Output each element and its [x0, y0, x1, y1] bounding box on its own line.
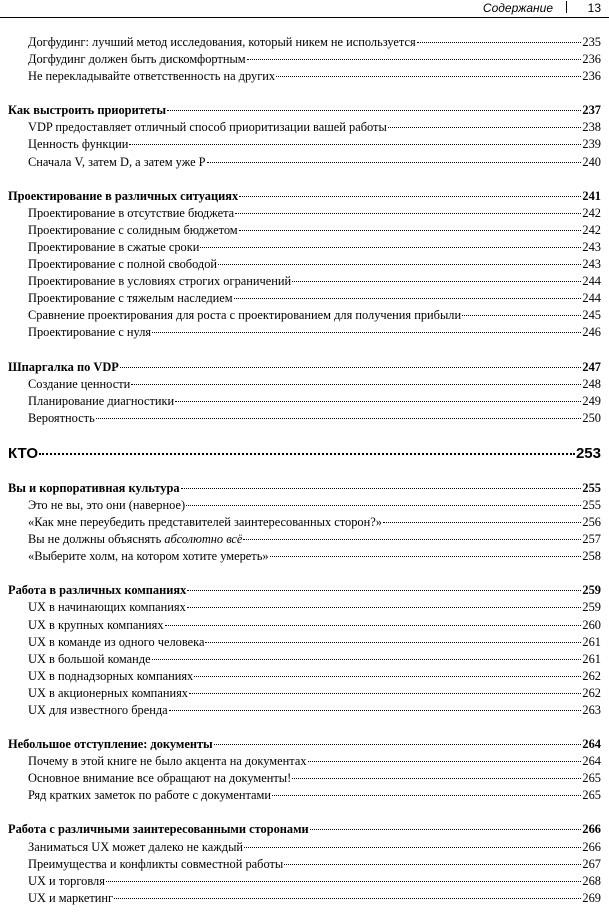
- toc-entry-text: UX в крупных компаниях: [28, 617, 164, 632]
- toc-chapter-heading[interactable]: [8, 102, 601, 119]
- toc-entry-page: 238: [582, 120, 601, 135]
- toc-entry-text: Сравнение проектирования для роста с проектированием для получения прибыли: [28, 308, 462, 323]
- toc-entry-text: Это не вы, это они (наверное): [28, 497, 186, 512]
- dot-leader: [247, 59, 582, 60]
- dot-leader: [462, 315, 581, 316]
- toc-entry-title: [28, 651, 151, 668]
- dot-leader: [207, 162, 582, 163]
- toc-chapter-heading-title: [8, 736, 213, 753]
- toc-entry[interactable]: [8, 239, 601, 256]
- dot-leader: [234, 298, 582, 299]
- toc-chapter-heading-title: [8, 582, 186, 599]
- dot-leader: [244, 847, 581, 848]
- dot-leader: [284, 864, 581, 865]
- dot-leader: [214, 744, 582, 745]
- dot-leader: [388, 127, 582, 128]
- toc-chapter-heading-text: Небольшое отступление: документы: [8, 737, 213, 752]
- toc-entry-text: Основное внимание все обращают на документы!: [28, 771, 292, 786]
- toc-entry-text: UX и маркетинг: [28, 890, 114, 905]
- toc-entry-text: UX в поднадзорных компаниях: [28, 668, 194, 683]
- toc-entry-page: 250: [582, 410, 601, 425]
- toc-chapter-heading-title: [8, 359, 119, 376]
- toc-entry[interactable]: [8, 617, 601, 634]
- toc-section: [8, 582, 601, 719]
- toc-entry-page: 249: [582, 393, 601, 408]
- toc-entry-page: 242: [582, 205, 601, 220]
- toc-entry-page: 267: [582, 856, 601, 871]
- dot-leader: [165, 625, 582, 626]
- toc-entry-text: Проектирование с нуля: [28, 325, 152, 340]
- toc-entry-page: 244: [582, 274, 601, 289]
- toc-section: [8, 444, 601, 463]
- toc-entry-text: Проектирование в условиях строгих ограничений: [28, 274, 292, 289]
- toc-entry[interactable]: [8, 668, 601, 685]
- toc-entry[interactable]: [8, 856, 601, 873]
- toc-entry-text: Проектирование с полной свободой: [28, 257, 218, 272]
- toc-entry-text: UX в команде из одного человека: [28, 634, 205, 649]
- dot-leader: [235, 213, 581, 214]
- dot-leader: [272, 795, 581, 796]
- toc-entry[interactable]: [8, 702, 601, 719]
- toc-entry[interactable]: [8, 531, 601, 548]
- toc-chapter-heading[interactable]: [8, 821, 601, 838]
- toc-entry-title: [28, 256, 217, 273]
- dot-leader: [187, 590, 581, 591]
- toc-entry-title: [28, 34, 416, 51]
- toc-entry-text: UX и торговля: [28, 873, 105, 888]
- toc-entry-text: Сначала V, затем D, а затем уже P: [28, 154, 206, 169]
- toc-entry[interactable]: [8, 154, 601, 171]
- toc-entry-page: 268: [582, 873, 601, 888]
- toc-entry-text: Вероятность: [28, 410, 95, 425]
- toc-entry-page: 262: [582, 685, 601, 700]
- dot-leader: [310, 829, 582, 830]
- toc-section: [8, 188, 601, 342]
- toc-entry[interactable]: [8, 634, 601, 651]
- toc-part-heading-text: КТО: [8, 444, 38, 462]
- dot-leader: [243, 539, 581, 540]
- header-separator: [566, 1, 567, 13]
- toc-entry[interactable]: [8, 376, 601, 393]
- toc-chapter-heading-page: 255: [582, 480, 601, 495]
- toc-entry-title: [28, 136, 128, 153]
- toc-entry-title: [28, 154, 206, 171]
- toc-chapter-heading-title: [8, 821, 309, 838]
- dot-leader: [292, 281, 581, 282]
- dot-leader: [39, 453, 575, 455]
- toc-entry-title: [28, 68, 275, 85]
- toc-entry-title: [28, 393, 174, 410]
- toc-entry[interactable]: [8, 770, 601, 787]
- toc-entry[interactable]: [8, 514, 601, 531]
- dot-leader: [292, 778, 581, 779]
- toc-entry-page: 261: [582, 651, 601, 666]
- dot-leader: [106, 881, 582, 882]
- dot-leader: [187, 607, 582, 608]
- toc-entry[interactable]: [8, 685, 601, 702]
- toc-entry[interactable]: [8, 119, 601, 136]
- toc-entry-page: 240: [582, 154, 601, 169]
- toc-entry[interactable]: [8, 290, 601, 307]
- toc-entry[interactable]: [8, 410, 601, 427]
- toc-entry-text: UX в начинающих компаниях: [28, 600, 186, 615]
- toc-section: [8, 821, 601, 906]
- toc-entry-text: Создание ценности: [28, 376, 131, 391]
- toc-entry-title: [28, 787, 271, 804]
- toc-entry-title: [28, 770, 291, 787]
- toc-entry-page: 262: [582, 668, 601, 683]
- toc-entry-title: [28, 685, 188, 702]
- toc-entry-title: [28, 51, 246, 68]
- toc-entry-page: 236: [582, 69, 601, 84]
- toc-section: [8, 34, 601, 85]
- toc-chapter-heading-title: [8, 188, 238, 205]
- toc-entry-page: 257: [582, 532, 601, 547]
- toc-entry-text: «Как мне переубедить представителей заинтересованных сторон?»: [28, 515, 382, 530]
- toc-entry-title: [28, 290, 233, 307]
- toc-entry[interactable]: [8, 599, 601, 616]
- toc-entry-title: [28, 514, 382, 531]
- toc-chapter-heading-text: Вы и корпоративная культура: [8, 480, 180, 495]
- toc-entry-title: [28, 856, 283, 873]
- toc-entry[interactable]: [8, 205, 601, 222]
- toc-entry-text: VDP предоставляет отличный способ приоритизации вашей работы: [28, 120, 387, 135]
- dot-leader: [383, 522, 581, 523]
- toc-entry-text: Проектирование с солидным бюджетом: [28, 222, 238, 237]
- toc-entry-title: [28, 239, 199, 256]
- dot-leader: [169, 710, 582, 711]
- toc-entry-page: 261: [582, 634, 601, 649]
- dot-leader: [308, 761, 582, 762]
- toc-entry-title: [28, 222, 238, 239]
- running-header-title: Содержание: [482, 1, 553, 15]
- dot-leader: [186, 505, 581, 506]
- toc-entry[interactable]: [8, 873, 601, 890]
- dot-leader: [131, 384, 581, 385]
- toc-chapter-heading-page: 264: [582, 737, 601, 752]
- dot-leader: [200, 247, 581, 248]
- dot-leader: [181, 488, 582, 489]
- toc-entry-page: 243: [582, 239, 601, 254]
- toc-section: [8, 359, 601, 427]
- toc-entry-text: Вы не должны объяснять: [28, 532, 165, 547]
- dot-leader: [239, 230, 582, 231]
- toc-entry-page: 265: [582, 788, 601, 803]
- header-rule: [0, 17, 609, 18]
- toc-entry-page: 256: [582, 515, 601, 530]
- dot-leader: [239, 196, 581, 197]
- toc-entry-page: 244: [582, 291, 601, 306]
- toc-entry-title: [28, 839, 243, 856]
- toc-entry-page: 264: [582, 754, 601, 769]
- toc-entry-page: 236: [582, 52, 601, 67]
- toc-part-heading[interactable]: [8, 444, 601, 463]
- toc-entry-text: Проектирование в отсутствие бюджета: [28, 205, 235, 220]
- toc-entry-title: [28, 617, 164, 634]
- toc-entry-emphasis: абсолютно всё: [164, 532, 243, 547]
- toc-entry[interactable]: [8, 497, 601, 514]
- toc-entry-text: Догфудинг: лучший метод исследования, который никем не используется: [28, 35, 416, 49]
- dot-leader: [167, 110, 581, 111]
- toc-entry-text: UX для известного бренда: [28, 703, 168, 717]
- toc-entry-page: 265: [582, 771, 601, 786]
- toc-entry[interactable]: [8, 548, 601, 565]
- toc-entry-text: Ряд кратких заметок по работе с документами: [28, 788, 272, 803]
- toc-entry-text: Почему в этой книге не было акцента на документах: [28, 754, 307, 769]
- toc-chapter-heading-text: Шпаргалка по VDP: [8, 359, 119, 374]
- dot-leader: [120, 367, 582, 368]
- dot-leader: [114, 898, 581, 899]
- table-of-contents: [8, 34, 601, 924]
- toc-entry-page: 243: [582, 257, 601, 272]
- toc-section: [8, 102, 601, 170]
- toc-part-heading-title: [8, 444, 38, 463]
- toc-entry-text: Не перекладывайте ответственность на других: [28, 69, 276, 84]
- toc-entry-text: «Выберите холм, на котором хотите умереть»: [28, 549, 269, 564]
- toc-entry-page: 269: [582, 890, 601, 905]
- running-header: [0, 0, 609, 17]
- toc-chapter-heading-title: [8, 102, 166, 119]
- toc-entry-title: [28, 890, 113, 907]
- toc-chapter-heading[interactable]: [8, 359, 601, 376]
- toc-entry-page: 266: [582, 839, 601, 854]
- toc-entry[interactable]: [8, 324, 601, 341]
- toc-chapter-heading-page: 266: [582, 822, 601, 837]
- toc-entry[interactable]: [8, 256, 601, 273]
- toc-chapter-heading[interactable]: [8, 188, 601, 205]
- toc-entry-title: [28, 634, 204, 651]
- page-number: 13: [587, 1, 601, 15]
- dot-leader: [417, 42, 582, 43]
- toc-entry[interactable]: [8, 753, 601, 770]
- dot-leader: [270, 556, 582, 557]
- toc-chapter-heading-page: 247: [582, 359, 601, 374]
- toc-chapter-heading-page: 237: [582, 103, 601, 118]
- toc-entry-title: [28, 205, 234, 222]
- toc-entry-text: Проектирование с тяжелым наследием: [28, 291, 233, 306]
- toc-entry-text: Преимущества и конфликты совместной работы: [28, 856, 284, 871]
- toc-entry[interactable]: [8, 34, 601, 51]
- toc-entry-text: Проектирование в сжатые сроки: [28, 239, 200, 254]
- toc-entry-page: 248: [582, 376, 601, 391]
- toc-entry-page: 239: [582, 137, 601, 152]
- toc-chapter-heading-text: Работа в различных компаниях: [8, 583, 187, 598]
- toc-entry-title: [28, 873, 105, 890]
- toc-entry-page: 258: [582, 549, 601, 564]
- toc-entry[interactable]: [8, 136, 601, 153]
- toc-entry-text: UX в большой команде: [28, 651, 151, 666]
- toc-entry-title: [28, 668, 193, 685]
- toc-entry-page: 259: [582, 600, 601, 615]
- toc-chapter-heading-text: Работа с различными заинтересованными сторонами: [8, 822, 309, 837]
- toc-entry[interactable]: [8, 273, 601, 290]
- toc-entry-text: UX в акционерных компаниях: [28, 685, 188, 700]
- toc-section: [8, 736, 601, 804]
- toc-part-heading-page: 253: [575, 444, 601, 462]
- toc-entry[interactable]: [8, 51, 601, 68]
- toc-entry-title: [28, 273, 291, 290]
- dot-leader: [96, 418, 582, 419]
- toc-entry[interactable]: [8, 651, 601, 668]
- toc-entry[interactable]: [8, 890, 601, 907]
- toc-entry-page: 245: [582, 308, 601, 323]
- toc-entry-page: 263: [582, 703, 601, 717]
- toc-chapter-heading-text: Как выстроить приоритеты: [8, 103, 167, 118]
- dot-leader: [218, 264, 581, 265]
- toc-entry-text: Ценность функции: [28, 137, 129, 152]
- toc-chapter-heading[interactable]: [8, 480, 601, 497]
- dot-leader: [189, 693, 581, 694]
- toc-entry-text: Заниматься UX может далеко не каждый: [28, 839, 244, 854]
- toc-chapter-heading-title: [8, 480, 180, 497]
- toc-chapter-heading-page: 259: [582, 583, 601, 598]
- toc-entry-title: [28, 548, 269, 565]
- toc-entry-title: [28, 702, 168, 719]
- toc-entry-page: 255: [582, 497, 601, 512]
- toc-entry-title: [28, 307, 461, 324]
- toc-entry[interactable]: [8, 307, 601, 324]
- toc-entry[interactable]: [8, 393, 601, 410]
- toc-entry-text: Догфудинг должен быть дискомфортным: [28, 52, 246, 67]
- toc-entry-page: 242: [582, 222, 601, 237]
- toc-entry[interactable]: [8, 787, 601, 804]
- toc-chapter-heading-text: Проектирование в различных ситуациях: [8, 188, 239, 203]
- toc-section: [8, 480, 601, 565]
- dot-leader: [175, 401, 581, 402]
- toc-entry-page: 235: [582, 35, 601, 49]
- toc-entry-text: Планирование диагностики: [28, 393, 175, 408]
- toc-entry-page: 260: [582, 617, 601, 632]
- toc-entry-title: [28, 324, 151, 341]
- toc-entry-title: [28, 119, 387, 136]
- dot-leader: [129, 144, 581, 145]
- dot-leader: [152, 659, 582, 660]
- toc-entry-page: 246: [582, 325, 601, 340]
- toc-chapter-heading[interactable]: [8, 736, 601, 753]
- dot-leader: [205, 642, 581, 643]
- toc-entry-title: [28, 410, 95, 427]
- toc-chapter-heading-page: 241: [582, 188, 601, 203]
- dot-leader: [276, 76, 581, 77]
- toc-entry-title: [28, 753, 307, 770]
- toc-entry[interactable]: [8, 839, 601, 856]
- toc-entry[interactable]: [8, 222, 601, 239]
- dot-leader: [194, 676, 581, 677]
- toc-entry-title: [28, 531, 242, 548]
- dot-leader: [152, 332, 581, 333]
- toc-entry-title: [28, 599, 186, 616]
- toc-entry-title: [28, 497, 185, 514]
- toc-chapter-heading[interactable]: [8, 582, 601, 599]
- toc-entry-title: [28, 376, 130, 393]
- toc-entry[interactable]: [8, 68, 601, 85]
